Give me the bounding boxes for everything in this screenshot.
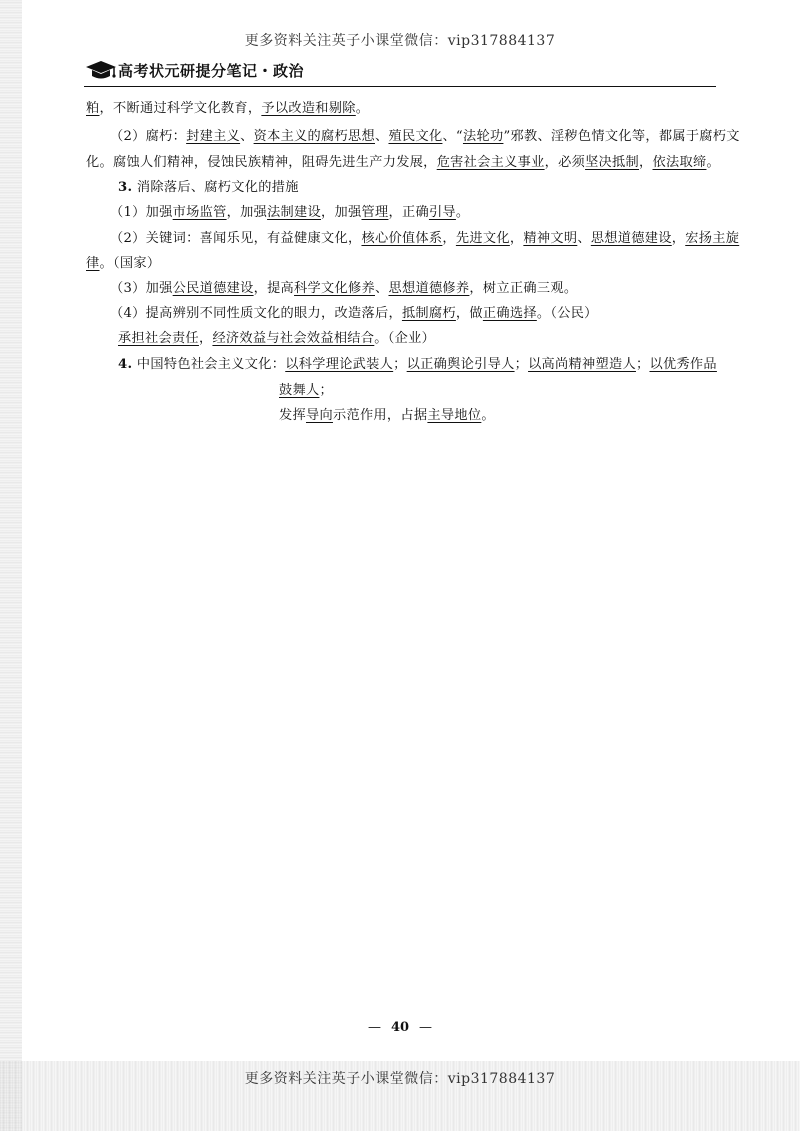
section-heading-3: 3. 消除落后、腐朽文化的措施 [118, 180, 299, 195]
watermark-top: 更多资料关注英子小课堂微信：vip317884137 [244, 33, 556, 49]
text-line-10: 承担社会责任，经济效益与社会效益相结合。（企业） [118, 331, 436, 346]
text-line-7: 律。（国家） [86, 256, 161, 271]
section-heading-4: 4. 中国特色社会主义文化：以科学理论武装人；以正确舆论引导人；以高尚精神塑造人；以优秀作品 [118, 357, 717, 372]
page-header [84, 56, 724, 86]
watermark-bottom: 更多资料关注英子小课堂微信：vip317884137 [244, 1071, 556, 1087]
text-line-12: 鼓舞人； [279, 383, 333, 398]
scan-edge-left [0, 0, 22, 1131]
text-line-6: （2）关键词：喜闻乐见，有益健康文化，核心价值体系，先进文化，精神文明、思想道德建设，宏扬主旋 [110, 231, 740, 246]
header-rule [84, 86, 716, 87]
text-line-2: （2）腐朽：封建主义、资本主义的腐朽思想、殖民文化、“法轮功”邪教、淫秽色情文化等，都属于腐朽文 [110, 129, 740, 144]
text-line-9: （4）提高辨别不同性质文化的眼力，改造落后，抵制腐朽，做正确选择。（公民） [110, 306, 598, 321]
text-line-5: （1）加强市场监管，加强法制建设，加强管理，正确引导。 [110, 205, 470, 220]
text-line-3: 化。腐蚀人们精神，侵蚀民族精神，阻碍先进生产力发展，危害社会主义事业，必须坚决抵制，依法取缔。 [86, 155, 720, 170]
text-line-1: 粕，不断通过科学文化教育，予以改造和剔除。 [86, 101, 370, 116]
graduation-cap-icon [84, 58, 118, 82]
book-title: 高考状元研提分笔记・政治 [118, 62, 305, 80]
page-number: — 40 — [367, 1020, 433, 1035]
text-line-13: 发挥导向示范作用，占据主导地位。 [279, 408, 495, 423]
text-line-8: （3）加强公民道德建设，提高科学文化修养、思想道德修养，树立正确三观。 [110, 281, 578, 296]
